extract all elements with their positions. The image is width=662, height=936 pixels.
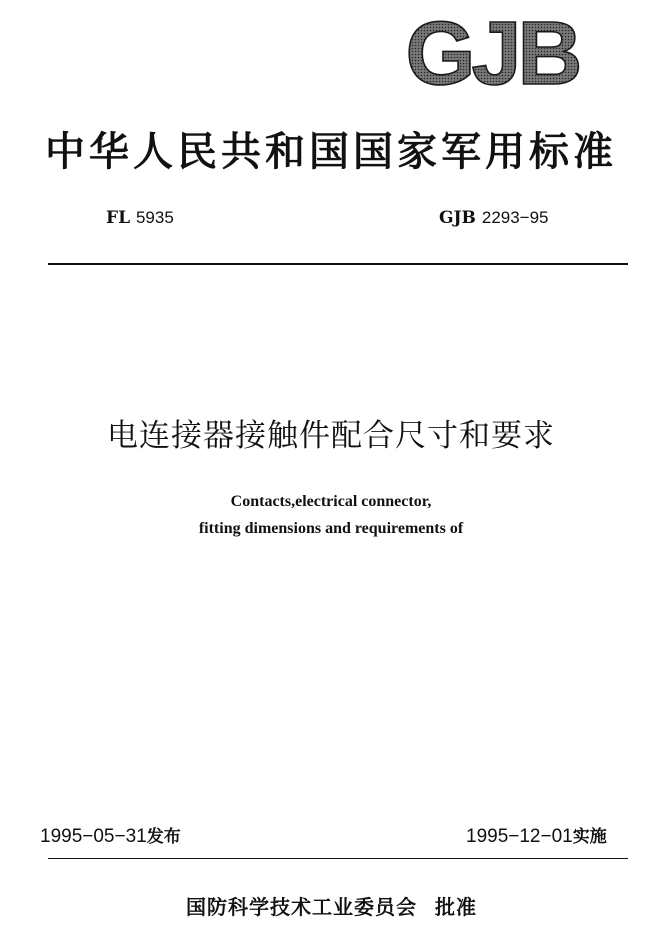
title-english-line2: fitting dimensions and requirements of	[198, 520, 464, 537]
approval-word: 批准	[435, 895, 477, 919]
approving-organization: 国防科学技术工业委员会	[186, 895, 417, 919]
approval-line	[186, 891, 477, 920]
implement-label: 实施	[572, 827, 607, 847]
implement-date	[466, 822, 607, 848]
standard-code	[439, 208, 549, 228]
standard-code-prefix: GJB	[439, 208, 476, 228]
gjb-logo	[384, 14, 600, 92]
top-divider	[48, 263, 628, 265]
standard-code-number: 2293−95	[481, 208, 549, 227]
implement-date-value: 1995−12−01	[466, 826, 573, 847]
title-chinese: 电连接器接触件配合尺寸和要求	[107, 418, 555, 454]
logo-text: GJB	[405, 14, 579, 92]
classification-code	[106, 208, 174, 228]
classification-number: 5935	[135, 208, 174, 227]
standard-name: 中华人民共和国国家军用标准	[45, 128, 617, 175]
title-english-line1: Contacts,electrical connector,	[230, 493, 432, 510]
issue-date	[40, 822, 181, 848]
bottom-divider	[48, 858, 628, 859]
issue-date-value: 1995−05−31	[40, 826, 147, 847]
issue-label: 发布	[146, 827, 181, 847]
classification-prefix: FL	[106, 208, 131, 228]
